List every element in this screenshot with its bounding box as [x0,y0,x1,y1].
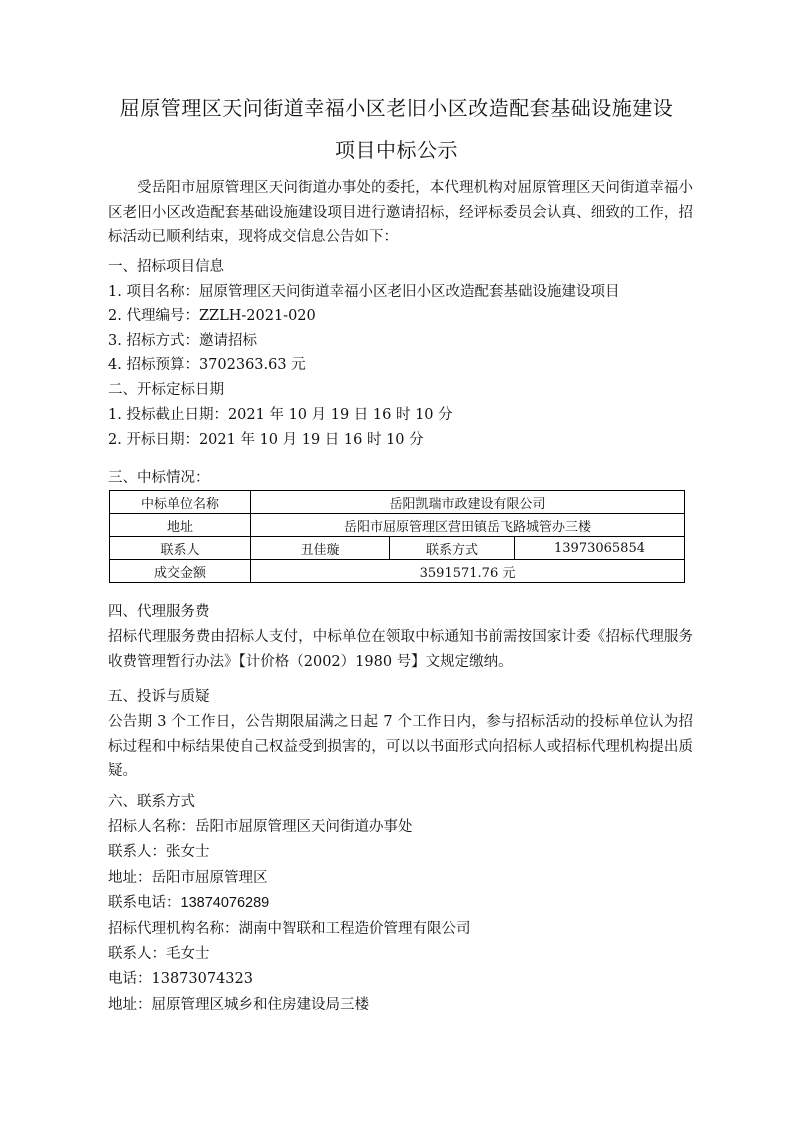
tenderer-phone-number: 13874076289 [180,895,270,911]
address-label-cell: 地址 [110,514,251,537]
section1-heading: 一、招标项目信息 [108,259,224,275]
section3-heading: 三、中标情况： [108,470,210,486]
tenderer-phone-line [108,891,269,912]
bidding-budget-line: 4. 招标预算：3702363.63 元 [108,357,306,373]
section4-heading: 四、代理服务费 [108,604,210,620]
tenderer-name-line: 招标人名称：岳阳市屈原管理区天问街道办事处 [108,819,413,835]
agency-address-line: 地址：屈原管理区城乡和住房建设局三楼 [108,997,369,1013]
table-row [110,560,685,583]
award-result-table [109,490,685,583]
agency-name-line: 招标代理机构名称：湖南中智联和工程造价管理有限公司 [108,921,471,937]
phone-value-cell: 13973065854 [515,537,685,560]
winner-value-cell: 岳阳凯瑞市政建设有限公司 [251,491,685,514]
winner-label-cell: 中标单位名称 [110,491,251,514]
bid-opening-line: 2. 开标日期：2021 年 10 月 19 日 16 时 10 分 [108,432,424,448]
amount-label-cell: 成交金额 [110,560,251,583]
phone-label-cell: 联系方式 [390,537,515,560]
contact-value-cell: 丑佳璇 [251,537,390,560]
table-row [110,491,685,514]
document-title-line1: 屈原管理区天问街道幸福小区老旧小区改造配套基础设施建设 [119,96,674,120]
address-value-cell: 岳阳市屈原管理区营田镇岳飞路城管办三楼 [251,514,685,537]
intro-paragraph: 受岳阳市屈原管理区天问街道办事处的委托，本代理机构对屈原管理区天问街道幸福小区老旧小区改造配套基础设施建设项目进行邀请招标，经评标委员会认真、细致的工作，招标活动已顺利结束，现将成交信息公告如下： [108,180,693,245]
section5-heading: 五、投诉与质疑 [108,689,210,705]
complaint-paragraph: 公告期 3 个工作日，公告期限届满之日起 7 个工作日内，参与招标活动的投标单位认为招标过程和中标结果使自己权益受到损害的，可以以书面形式向招标人或招标代理机构提出质疑。 [108,714,693,779]
contact-label-cell: 联系人 [110,537,251,560]
bid-deadline-line: 1. 投标截止日期：2021 年 10 月 19 日 16 时 10 分 [108,407,453,423]
agency-fee-paragraph: 招标代理服务费由招标人支付，中标单位在领取中标通知书前需按国家计委《招标代理服务收费管理暂行办法》【计价格（2002）1980 号】文规定缴纳。 [108,629,693,670]
table-row [110,514,685,537]
agency-phone-line: 电话：13873074323 [108,971,253,987]
project-name-line: 1. 项目名称：屈原管理区天问街道幸福小区老旧小区改造配套基础设施建设项目 [108,284,620,300]
section6-heading: 六、联系方式 [108,794,195,810]
tenderer-address-line: 地址：岳阳市屈原管理区 [108,870,268,886]
amount-value-cell: 3591571.76 元 [251,560,685,583]
tenderer-contact-line: 联系人：张女士 [108,844,210,860]
tenderer-phone-label: 联系电话： [108,895,181,911]
document-title-line2: 项目中标公示 [335,138,458,162]
agency-code-line: 2. 代理编号：ZZLH-2021-020 [108,308,316,324]
agency-contact-line: 联系人：毛女士 [108,946,210,962]
bidding-method-line: 3. 招标方式：邀请招标 [108,333,257,349]
section2-heading: 二、开标定标日期 [108,382,224,398]
table-row [110,537,685,560]
